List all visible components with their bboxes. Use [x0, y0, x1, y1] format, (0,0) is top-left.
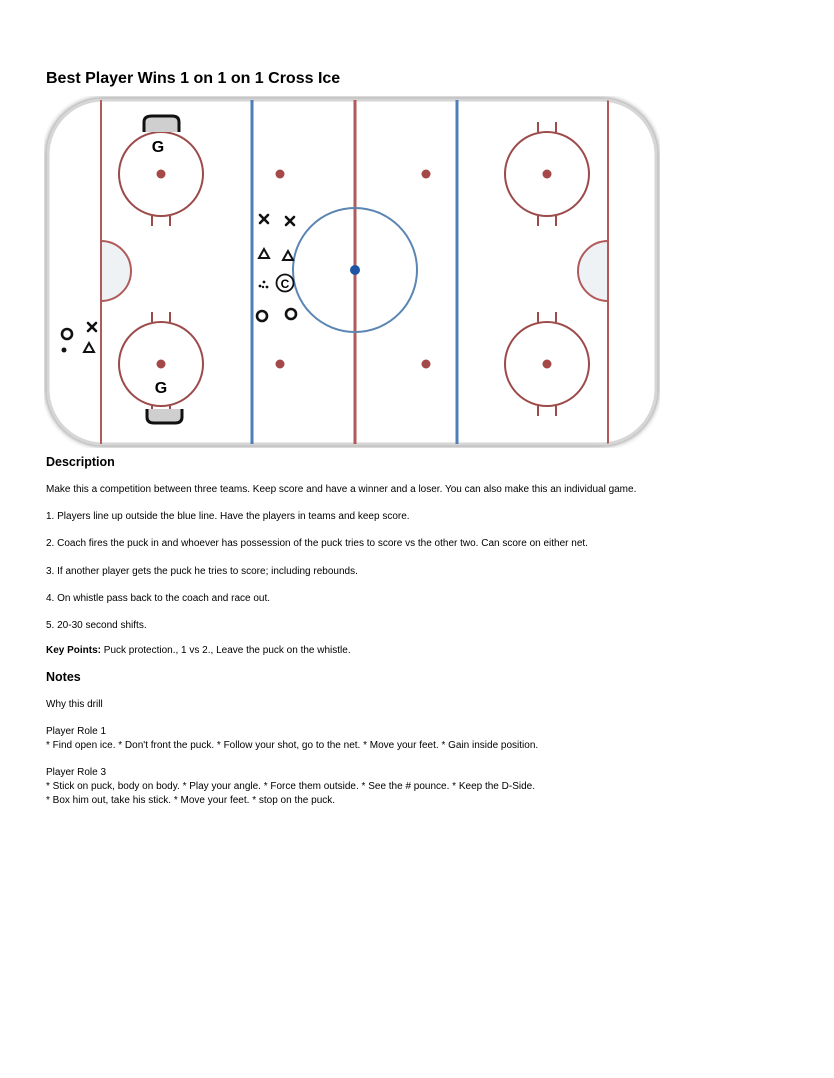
notes-why: Why this drill — [46, 699, 103, 710]
notes-heading: Notes — [46, 670, 81, 684]
description-heading: Description — [46, 455, 115, 469]
role1-text: * Find open ice. * Don't front the puck. * Follow your shot, go to the net. * Move your feet. * Gain inside position. — [46, 740, 539, 751]
goalie-label-bottom: G — [154, 380, 168, 397]
description-step: 4. On whistle pass back to the coach and race out. — [46, 593, 271, 604]
role3-text-line2: * Box him out, take his stick. * Move your feet. * stop on the puck. — [46, 795, 336, 806]
rink-diagram — [44, 96, 660, 448]
net-top — [144, 116, 179, 132]
goalie-label-top: G — [151, 139, 165, 156]
neutral-dot — [276, 360, 285, 369]
drill-title: Best Player Wins 1 on 1 on 1 Cross Ice — [46, 70, 341, 87]
description-step: 2. Coach fires the puck in and whoever has possession of the puck tries to score vs the other two. Can score on either net. — [46, 538, 588, 549]
role3-title: Player Role 3 — [46, 767, 107, 778]
coach-label: C — [280, 277, 290, 291]
neutral-dot — [422, 170, 431, 179]
role3-text-line1: * Stick on puck, body on body. * Play your angle. * Force them outside. * See the # pounce. * Keep the D-Side. — [46, 781, 535, 792]
net-bottom — [147, 409, 182, 423]
description-step: 5. 20-30 second shifts. — [46, 620, 147, 631]
key-points-text: Puck protection., 1 vs 2., Leave the puck on the whistle. — [103, 645, 351, 656]
description-step: 3. If another player gets the puck he tries to score; including rebounds. — [46, 566, 358, 577]
key-points-label: Key Points: — [46, 645, 102, 656]
center-faceoff-dot — [350, 265, 360, 275]
description-step: 1. Players line up outside the blue line. Have the players in teams and keep score. — [46, 511, 410, 522]
neutral-dot — [276, 170, 285, 179]
description-intro: Make this a competition between three teams. Keep score and have a winner and a loser. You can also make this an individual game. — [46, 484, 637, 495]
key-points — [46, 645, 351, 656]
role1-title: Player Role 1 — [46, 726, 107, 737]
puck-icon — [62, 348, 67, 353]
neutral-dot — [422, 360, 431, 369]
